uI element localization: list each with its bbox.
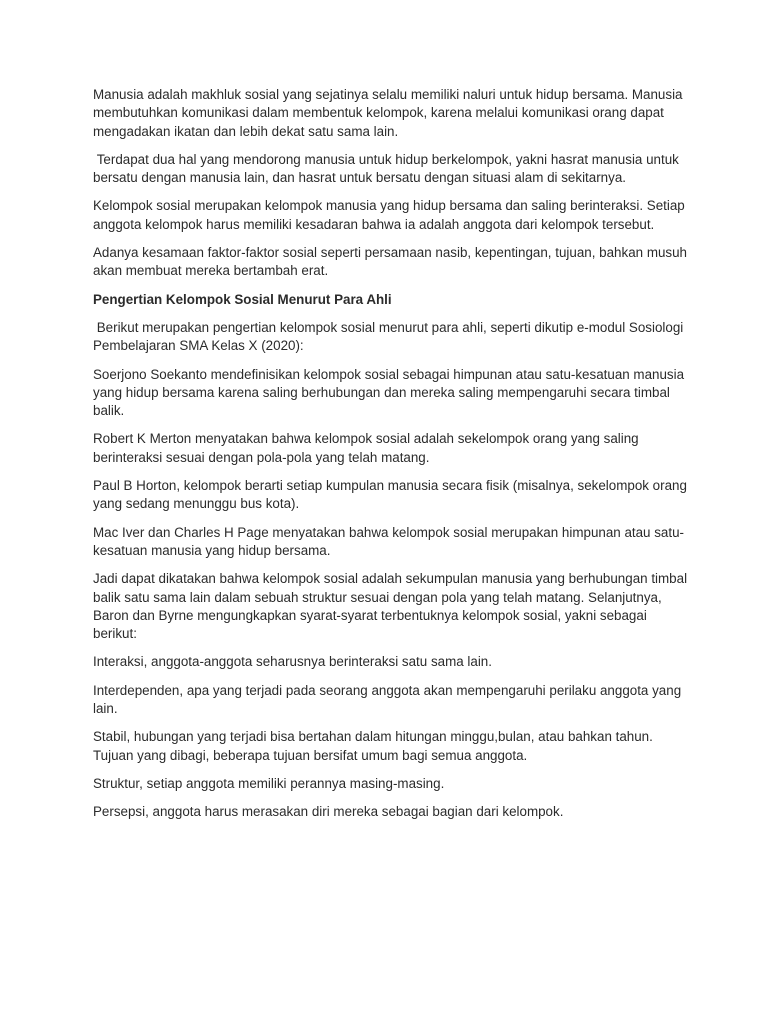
paragraph-soekanto: Soerjono Soekanto mendefinisikan kelompok sosial sebagai himpunan atau satu-kesatuan manusia yang hidup bersama karena saling berhubungan dan mereka saling mempengaruhi secara timbal balik. — [93, 366, 688, 419]
paragraph-definition: Kelompok sosial merupakan kelompok manusia yang hidup bersama dan saling berinteraksi. Setiap anggota kelompok harus memiliki kesadaran bahwa ia adalah anggota dari kelompok tersebut. — [93, 198, 689, 232]
paragraph-interdependen: Interdependen, apa yang terjadi pada seorang anggota akan mempengaruhi perilaku anggota yang lain. — [93, 682, 685, 717]
paragraph-intro: Manusia adalah makhluk sosial yang sejatinya selalu memiliki naluri untuk hidup bersama. Manusia membutuhkan komunikasi dalam membentuk kelompok, karena melalui komunikasi orang dapat mengadakan ikatan dan lebih dekat satu sama lain. — [93, 87, 687, 139]
paragraph-interaksi: Interaksi, anggota-anggota seharusnya berinteraksi satu sama lain. — [93, 654, 492, 670]
paragraph-conclusion: Jadi dapat dikatakan bahwa kelompok sosial adalah sekumpulan manusia yang berhubungan timbal balik satu sama lain dalam sebuah struktur sesuai dengan pola yang telah matang. Selanjutnya, Baron dan Byrne mengungkapkan syarat-syarat terbentuknya kelompok sosial, yakni sebagai berikut: — [93, 571, 691, 642]
paragraph-maciver: Mac Iver dan Charles H Page menyatakan bahwa kelompok sosial merupakan himpunan atau satu-kesatuan manusia yang hidup bersama. — [93, 524, 684, 558]
section-heading: Pengertian Kelompok Sosial Menurut Para Ahli — [93, 291, 392, 307]
paragraph-reasons: Terdapat dua hal yang mendorong manusia untuk hidup berkelompok, yakni hasrat manusia untuk bersatu dengan manusia lain, dan hasrat untuk bersatu dengan situasi alam di sekitarnya. — [93, 151, 683, 186]
paragraph-persepsi: Persepsi, anggota harus merasakan diri mereka sebagai bagian dari kelompok. — [93, 804, 564, 820]
paragraph-merton: Robert K Merton menyatakan bahwa kelompok sosial adalah sekelompok orang yang saling berinteraksi sesuai dengan pola-pola yang telah matang. — [93, 431, 643, 465]
paragraph-horton: Paul B Horton, kelompok berarti setiap kumpulan manusia secara fisik (misalnya, sekelompok orang yang sedang menunggu bus kota). — [93, 478, 691, 512]
paragraph-factors: Adanya kesamaan faktor-faktor sosial seperti persamaan nasib, kepentingan, tujuan, bahkan musuh akan membuat mereka bertambah erat. — [93, 245, 691, 279]
paragraph-stabil: Stabil, hubungan yang terjadi bisa bertahan dalam hitungan minggu,bulan, atau bahkan tahun. Tujuan yang dibagi, beberapa tujuan bersifat umum bagi semua anggota. — [93, 729, 657, 763]
document-page — [93, 86, 693, 832]
paragraph-struktur: Struktur, setiap anggota memiliki perannya masing-masing. — [93, 775, 445, 791]
paragraph-experts-intro: Berikut merupakan pengertian kelompok sosial menurut para ahli, seperti dikutip e-modul Sosiologi Pembelajaran SMA Kelas X (2020): — [93, 319, 687, 354]
